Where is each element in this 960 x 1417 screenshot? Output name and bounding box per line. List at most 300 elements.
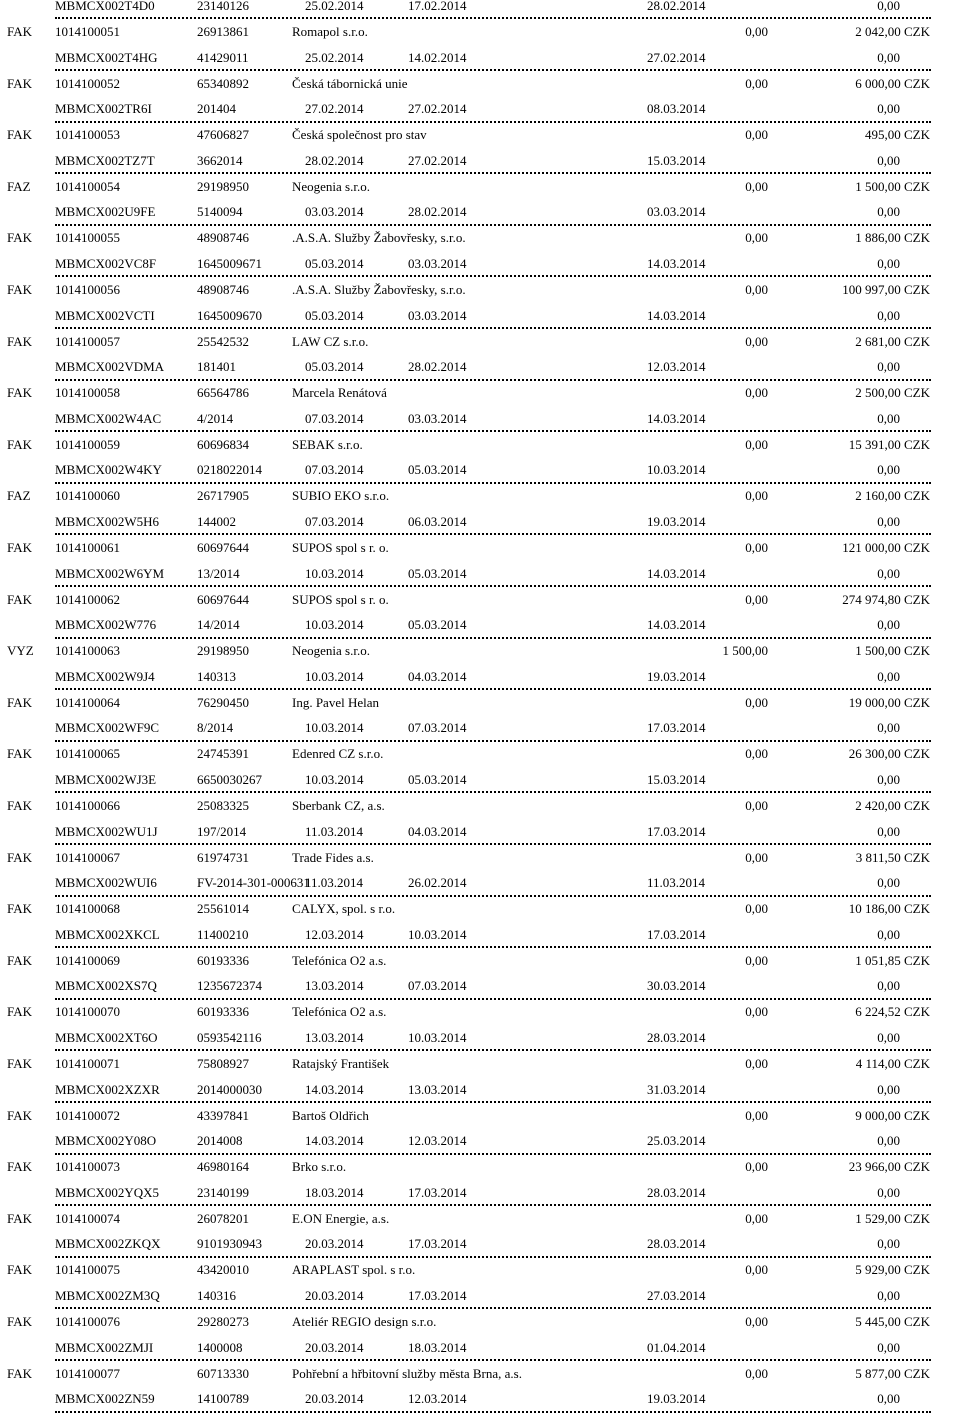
- supplier-doc-number: 14100789: [197, 1391, 249, 1406]
- partner-name: SUPOS spol s r. o.: [292, 592, 389, 607]
- variable-symbol: MBMCX002WJ3E: [55, 772, 157, 787]
- entry-detail-row: [0, 1339, 960, 1357]
- debit-amount: 0,00: [745, 1211, 768, 1226]
- issue-date: 25.02.2014: [305, 0, 364, 13]
- due-date: 14.03.2014: [647, 308, 706, 323]
- entry-detail-row: [0, 461, 960, 479]
- total-amount: 5 929,00 CZK: [855, 1262, 930, 1277]
- partner-ico: 25083325: [197, 798, 249, 813]
- partner-name: Pohřební a hřbitovní služby města Brna, a.s.: [292, 1366, 522, 1381]
- supplier-doc-number: 6650030267: [197, 772, 262, 787]
- document-number: 1014100051: [55, 24, 120, 39]
- supplier-doc-number: 2014000030: [197, 1082, 262, 1097]
- debit-amount: 1 500,00: [722, 643, 768, 658]
- due-date: 14.03.2014: [647, 566, 706, 581]
- total-amount: 10 186,00 CZK: [848, 901, 930, 916]
- paid-amount: 0,00: [877, 1185, 900, 1200]
- tax-date: 07.03.2014: [408, 978, 467, 993]
- variable-symbol: MBMCX002ZKQX: [55, 1236, 161, 1251]
- document-number: 1014100060: [55, 488, 120, 503]
- total-amount: 2 042,00 CZK: [855, 24, 930, 39]
- partner-name: .A.S.A. Služby Žabovřesky, s.r.o.: [292, 230, 466, 245]
- paid-amount: 0,00: [877, 720, 900, 735]
- debit-amount: 0,00: [745, 334, 768, 349]
- document-type: FAK: [7, 592, 33, 607]
- paid-amount: 0,00: [877, 875, 900, 890]
- supplier-doc-number: 0218022014: [197, 462, 262, 477]
- supplier-doc-number: 8/2014: [197, 720, 234, 735]
- debit-amount: 0,00: [745, 385, 768, 400]
- paid-amount: 0,00: [877, 101, 900, 116]
- entry-detail-row: [0, 771, 960, 789]
- tax-date: 03.03.2014: [408, 411, 467, 426]
- row-separator: [55, 327, 931, 329]
- due-date: 14.03.2014: [647, 256, 706, 271]
- entry-detail-row: [0, 1184, 960, 1202]
- entry-detail-row: [0, 152, 960, 170]
- document-type: FAK: [7, 76, 33, 91]
- total-amount: 1 886,00 CZK: [855, 230, 930, 245]
- total-amount: 5 445,00 CZK: [855, 1314, 930, 1329]
- first-detail-row: [0, 0, 960, 15]
- partner-name: Bartoš Oldřich: [292, 1108, 369, 1123]
- paid-amount: 0,00: [877, 0, 900, 13]
- entry-header-row: [0, 229, 960, 247]
- entry-detail-row: [0, 565, 960, 583]
- partner-ico: 43420010: [197, 1262, 249, 1277]
- entry-detail-row: [0, 49, 960, 67]
- document-type: FAK: [7, 798, 33, 813]
- partner-name: SEBAK s.r.o.: [292, 437, 363, 452]
- total-amount: 9 000,00 CZK: [855, 1108, 930, 1123]
- issue-date: 20.03.2014: [305, 1288, 364, 1303]
- supplier-doc-number: FV-2014-301-000631: [197, 875, 310, 890]
- entry-detail-row: [0, 410, 960, 428]
- document-type: FAK: [7, 953, 33, 968]
- row-separator: [55, 1411, 931, 1413]
- debit-amount: 0,00: [745, 24, 768, 39]
- due-date: 15.03.2014: [647, 772, 706, 787]
- issue-date: 11.03.2014: [305, 875, 364, 890]
- supplier-doc-number: 0593542116: [197, 1030, 262, 1045]
- paid-amount: 0,00: [877, 1236, 900, 1251]
- variable-symbol: MBMCX002XZXR: [55, 1082, 160, 1097]
- debit-amount: 0,00: [745, 1159, 768, 1174]
- document-number: 23140126: [197, 0, 249, 13]
- variable-symbol: MBMCX002WUI6: [55, 875, 157, 890]
- supplier-doc-number: 5140094: [197, 204, 243, 219]
- partner-ico: 25561014: [197, 901, 249, 916]
- paid-amount: 0,00: [877, 824, 900, 839]
- variable-symbol: MBMCX002T4D0: [55, 0, 155, 13]
- variable-symbol: MBMCX002TZ7T: [55, 153, 155, 168]
- row-separator: [55, 585, 931, 587]
- tax-date: 05.03.2014: [408, 617, 467, 632]
- entry-detail-row: [0, 255, 960, 273]
- entry-detail-row: [0, 874, 960, 892]
- document-type: FAK: [7, 1004, 33, 1019]
- total-amount: 3 811,50 CZK: [855, 850, 930, 865]
- total-amount: 4 114,00 CZK: [855, 1056, 930, 1071]
- document-type: FAK: [7, 437, 33, 452]
- entry-header-row: [0, 1365, 960, 1383]
- row-separator: [55, 998, 931, 1000]
- partner-ico: 47606827: [197, 127, 249, 142]
- partner-ico: 48908746: [197, 282, 249, 297]
- variable-symbol: MBMCX002W5H6: [55, 514, 160, 529]
- document-type: FAK: [7, 1056, 33, 1071]
- supplier-doc-number: 2014008: [197, 1133, 243, 1148]
- due-date: 15.03.2014: [647, 153, 706, 168]
- due-date: 10.03.2014: [647, 462, 706, 477]
- total-amount: 6 224,52 CZK: [855, 1004, 930, 1019]
- supplier-doc-number: 23140199: [197, 1185, 249, 1200]
- supplier-doc-number: 14/2014: [197, 617, 240, 632]
- variable-symbol: MBMCX002WU1J: [55, 824, 158, 839]
- entry-detail-row: [0, 513, 960, 531]
- entry-detail-row: [0, 1081, 960, 1099]
- tax-date: 13.03.2014: [408, 1082, 467, 1097]
- debit-amount: 0,00: [745, 230, 768, 245]
- partner-ico: 60713330: [197, 1366, 249, 1381]
- document-number: 1014100059: [55, 437, 120, 452]
- paid-amount: 0,00: [877, 411, 900, 426]
- partner-name: Edenred CZ s.r.o.: [292, 746, 384, 761]
- row-separator: [55, 379, 931, 381]
- document-number: 1014100069: [55, 953, 120, 968]
- total-amount: 495,00 CZK: [865, 127, 930, 142]
- partner-name: Česká tábornická unie: [292, 76, 408, 91]
- document-number: 1014100066: [55, 798, 120, 813]
- partner-name: Ratajský František: [292, 1056, 390, 1071]
- partner-ico: 29198950: [197, 179, 249, 194]
- total-amount: 6 000,00 CZK: [855, 76, 930, 91]
- debit-amount: 0,00: [745, 1056, 768, 1071]
- document-type: FAK: [7, 385, 33, 400]
- entry-header-row: [0, 642, 960, 660]
- paid-amount: 0,00: [877, 1030, 900, 1045]
- document-number: 1014100071: [55, 1056, 120, 1071]
- tax-date: 03.03.2014: [408, 308, 467, 323]
- paid-amount: 0,00: [877, 204, 900, 219]
- tax-date: 04.03.2014: [408, 824, 467, 839]
- issue-date: 05.03.2014: [305, 308, 364, 323]
- issue-date: 12.03.2014: [305, 927, 364, 942]
- entry-header-row: [0, 952, 960, 970]
- document-number: 1014100052: [55, 76, 120, 91]
- tax-date: 17.03.2014: [408, 1236, 467, 1251]
- issue-date: 25.02.2014: [305, 50, 364, 65]
- document-number: 1014100063: [55, 643, 120, 658]
- document-number: 1014100064: [55, 695, 120, 710]
- paid-amount: 0,00: [877, 1133, 900, 1148]
- document-type: FAK: [7, 901, 33, 916]
- entry-header-row: [0, 487, 960, 505]
- entry-detail-row: [0, 203, 960, 221]
- entry-header-row: [0, 281, 960, 299]
- issue-date: 05.03.2014: [305, 359, 364, 374]
- document-number: 1014100055: [55, 230, 120, 245]
- total-amount: 2 500,00 CZK: [855, 385, 930, 400]
- entry-header-row: [0, 539, 960, 557]
- issue-date: 10.03.2014: [305, 772, 364, 787]
- paid-amount: 0,00: [877, 566, 900, 581]
- variable-symbol: MBMCX002XKCL: [55, 927, 160, 942]
- issue-date: 10.03.2014: [305, 617, 364, 632]
- debit-amount: 0,00: [745, 1108, 768, 1123]
- row-separator: [55, 1359, 931, 1361]
- document-number: 1014100065: [55, 746, 120, 761]
- due-date: 27.02.2014: [647, 50, 706, 65]
- row-separator: [55, 946, 931, 948]
- supplier-doc-number: 197/2014: [197, 824, 247, 839]
- partner-ico: 61974731: [197, 850, 249, 865]
- supplier-doc-number: 11400210: [197, 927, 249, 942]
- variable-symbol: MBMCX002W4KY: [55, 462, 162, 477]
- supplier-doc-number: 1645009671: [197, 256, 262, 271]
- document-type: FAK: [7, 230, 33, 245]
- issue-date: 28.02.2014: [305, 153, 364, 168]
- partner-name: Ateliér REGIO design s.r.o.: [292, 1314, 437, 1329]
- partner-name: SUPOS spol s r. o.: [292, 540, 389, 555]
- partner-ico: 60193336: [197, 1004, 249, 1019]
- document-type: FAK: [7, 540, 33, 555]
- partner-ico: 60697644: [197, 540, 249, 555]
- tax-date: 03.03.2014: [408, 256, 467, 271]
- document-number: 1014100073: [55, 1159, 120, 1174]
- supplier-doc-number: 9101930943: [197, 1236, 262, 1251]
- supplier-doc-number: 181401: [197, 359, 236, 374]
- document-number: 1014100053: [55, 127, 120, 142]
- tax-date: 17.03.2014: [408, 1185, 467, 1200]
- debit-amount: 0,00: [745, 282, 768, 297]
- total-amount: 121 000,00 CZK: [842, 540, 930, 555]
- partner-name: Brko s.r.o.: [292, 1159, 347, 1174]
- entry-detail-row: [0, 1235, 960, 1253]
- partner-name: Telefónica O2 a.s.: [292, 1004, 387, 1019]
- due-date: 28.03.2014: [647, 1185, 706, 1200]
- due-date: 17.03.2014: [647, 720, 706, 735]
- partner-name: Neogenia s.r.o.: [292, 179, 370, 194]
- entry-detail-row: [0, 1029, 960, 1047]
- entry-header-row: [0, 1313, 960, 1331]
- due-date: 28.02.2014: [647, 0, 706, 13]
- paid-amount: 0,00: [877, 617, 900, 632]
- partner-ico: 65340892: [197, 76, 249, 91]
- document-number: 1014100056: [55, 282, 120, 297]
- document-type: FAZ: [7, 179, 31, 194]
- tax-date: 17.03.2014: [408, 1288, 467, 1303]
- row-separator: [55, 69, 931, 71]
- debit-amount: 0,00: [745, 953, 768, 968]
- entry-header-row: [0, 75, 960, 93]
- debit-amount: 0,00: [745, 1314, 768, 1329]
- total-amount: 2 681,00 CZK: [855, 334, 930, 349]
- variable-symbol: MBMCX002W776: [55, 617, 157, 632]
- row-separator: [55, 172, 931, 174]
- document-type: FAK: [7, 1211, 33, 1226]
- document-number: 1014100058: [55, 385, 120, 400]
- due-date: 31.03.2014: [647, 1082, 706, 1097]
- variable-symbol: MBMCX002VC8F: [55, 256, 157, 271]
- document-number: 1014100061: [55, 540, 120, 555]
- total-amount: 23 966,00 CZK: [848, 1159, 930, 1174]
- issue-date: 20.03.2014: [305, 1236, 364, 1251]
- total-amount: 274 974,80 CZK: [842, 592, 930, 607]
- total-amount: 1 500,00 CZK: [855, 179, 930, 194]
- paid-amount: 0,00: [877, 153, 900, 168]
- entry-header-row: [0, 436, 960, 454]
- variable-symbol: MBMCX002W9J4: [55, 669, 155, 684]
- entry-header-row: [0, 1210, 960, 1228]
- partner-ico: 60193336: [197, 953, 249, 968]
- due-date: 17.03.2014: [647, 927, 706, 942]
- document-number: 1014100072: [55, 1108, 120, 1123]
- paid-amount: 0,00: [877, 1340, 900, 1355]
- paid-amount: 0,00: [877, 359, 900, 374]
- entry-header-row: [0, 797, 960, 815]
- debit-amount: 0,00: [745, 127, 768, 142]
- entry-header-row: [0, 1158, 960, 1176]
- debit-amount: 0,00: [745, 488, 768, 503]
- issue-date: 07.03.2014: [305, 462, 364, 477]
- total-amount: 2 160,00 CZK: [855, 488, 930, 503]
- row-separator: [55, 1256, 931, 1258]
- row-separator: [55, 430, 931, 432]
- tax-date: 10.03.2014: [408, 927, 467, 942]
- entry-detail-row: [0, 307, 960, 325]
- due-date: 17.03.2014: [647, 824, 706, 839]
- debit-amount: 0,00: [745, 76, 768, 91]
- document-type: FAK: [7, 1108, 33, 1123]
- entry-header-row: [0, 849, 960, 867]
- partner-ico: 26078201: [197, 1211, 249, 1226]
- entry-detail-row: [0, 1132, 960, 1150]
- supplier-doc-number: 140313: [197, 669, 236, 684]
- total-amount: 15 391,00 CZK: [848, 437, 930, 452]
- variable-symbol: MBMCX002WF9C: [55, 720, 160, 735]
- row-separator: [55, 637, 931, 639]
- debit-amount: 0,00: [745, 540, 768, 555]
- entry-header-row: [0, 1055, 960, 1073]
- partner-ico: 29280273: [197, 1314, 249, 1329]
- issue-date: 10.03.2014: [305, 720, 364, 735]
- due-date: 12.03.2014: [647, 359, 706, 374]
- total-amount: 100 997,00 CZK: [842, 282, 930, 297]
- total-amount: 26 300,00 CZK: [848, 746, 930, 761]
- issue-date: 18.03.2014: [305, 1185, 364, 1200]
- partner-name: CALYX, spol. s r.o.: [292, 901, 396, 916]
- debit-amount: 0,00: [745, 1004, 768, 1019]
- total-amount: 1 529,00 CZK: [855, 1211, 930, 1226]
- total-amount: 2 420,00 CZK: [855, 798, 930, 813]
- issue-date: 07.03.2014: [305, 514, 364, 529]
- variable-symbol: MBMCX002VCTI: [55, 308, 155, 323]
- document-type: FAZ: [7, 488, 31, 503]
- due-date: 01.04.2014: [647, 1340, 706, 1355]
- partner-ico: 76290450: [197, 695, 249, 710]
- document-type: VYZ: [7, 643, 34, 658]
- tax-date: 04.03.2014: [408, 669, 467, 684]
- tax-date: 12.03.2014: [408, 1133, 467, 1148]
- row-separator: [55, 791, 931, 793]
- issue-date: 10.03.2014: [305, 669, 364, 684]
- debit-amount: 0,00: [745, 437, 768, 452]
- entry-detail-row: [0, 719, 960, 737]
- partner-name: ARAPLAST spol. s r.o.: [292, 1262, 416, 1277]
- variable-symbol: MBMCX002XT6O: [55, 1030, 158, 1045]
- entry-header-row: [0, 1003, 960, 1021]
- debit-amount: 0,00: [745, 850, 768, 865]
- entry-header-row: [0, 384, 960, 402]
- document-number: 1014100067: [55, 850, 120, 865]
- variable-symbol: MBMCX002TR6I: [55, 101, 152, 116]
- due-date: 30.03.2014: [647, 978, 706, 993]
- tax-date: 05.03.2014: [408, 772, 467, 787]
- variable-symbol: MBMCX002VDMA: [55, 359, 165, 374]
- entry-detail-row: [0, 1390, 960, 1408]
- debit-amount: 0,00: [745, 746, 768, 761]
- row-separator: [55, 843, 931, 845]
- tax-date: 27.02.2014: [408, 101, 467, 116]
- due-date: 14.03.2014: [647, 411, 706, 426]
- partner-ico: 25542532: [197, 334, 249, 349]
- due-date: 19.03.2014: [647, 669, 706, 684]
- row-separator: [55, 533, 931, 535]
- partner-ico: 60696834: [197, 437, 249, 452]
- document-type: FAK: [7, 24, 33, 39]
- entry-detail-row: [0, 100, 960, 118]
- issue-date: 14.03.2014: [305, 1082, 364, 1097]
- partner-name: Ing. Pavel Helan: [292, 695, 380, 710]
- entry-detail-row: [0, 668, 960, 686]
- partner-ico: 26717905: [197, 488, 249, 503]
- row-separator: [55, 740, 931, 742]
- supplier-doc-number: 3662014: [197, 153, 243, 168]
- variable-symbol: MBMCX002W4AC: [55, 411, 162, 426]
- partner-name: Česká společnost pro stav: [292, 127, 427, 142]
- supplier-doc-number: 1645009670: [197, 308, 262, 323]
- variable-symbol: MBMCX002ZN59: [55, 1391, 155, 1406]
- row-separator: [55, 1153, 931, 1155]
- entry-header-row: [0, 126, 960, 144]
- variable-symbol: MBMCX002XS7Q: [55, 978, 157, 993]
- partner-ico: 46980164: [197, 1159, 249, 1174]
- due-date: 27.03.2014: [647, 1288, 706, 1303]
- debit-amount: 0,00: [745, 592, 768, 607]
- paid-amount: 0,00: [877, 50, 900, 65]
- due-date: 14.03.2014: [647, 617, 706, 632]
- due-date: 11.03.2014: [647, 875, 706, 890]
- issue-date: 20.03.2014: [305, 1340, 364, 1355]
- tax-date: 26.02.2014: [408, 875, 467, 890]
- paid-amount: 0,00: [877, 1288, 900, 1303]
- document-number: 1014100070: [55, 1004, 120, 1019]
- entry-header-row: [0, 178, 960, 196]
- document-number: 1014100054: [55, 179, 120, 194]
- issue-date: 27.02.2014: [305, 101, 364, 116]
- total-amount: 1 051,85 CZK: [855, 953, 930, 968]
- tax-date: 27.02.2014: [408, 153, 467, 168]
- variable-symbol: MBMCX002ZM3Q: [55, 1288, 160, 1303]
- tax-date: 10.03.2014: [408, 1030, 467, 1045]
- debit-amount: 0,00: [745, 798, 768, 813]
- total-amount: 19 000,00 CZK: [848, 695, 930, 710]
- document-number: 1014100074: [55, 1211, 120, 1226]
- variable-symbol: MBMCX002ZMJI: [55, 1340, 154, 1355]
- due-date: 28.03.2014: [647, 1030, 706, 1045]
- entry-detail-row: [0, 926, 960, 944]
